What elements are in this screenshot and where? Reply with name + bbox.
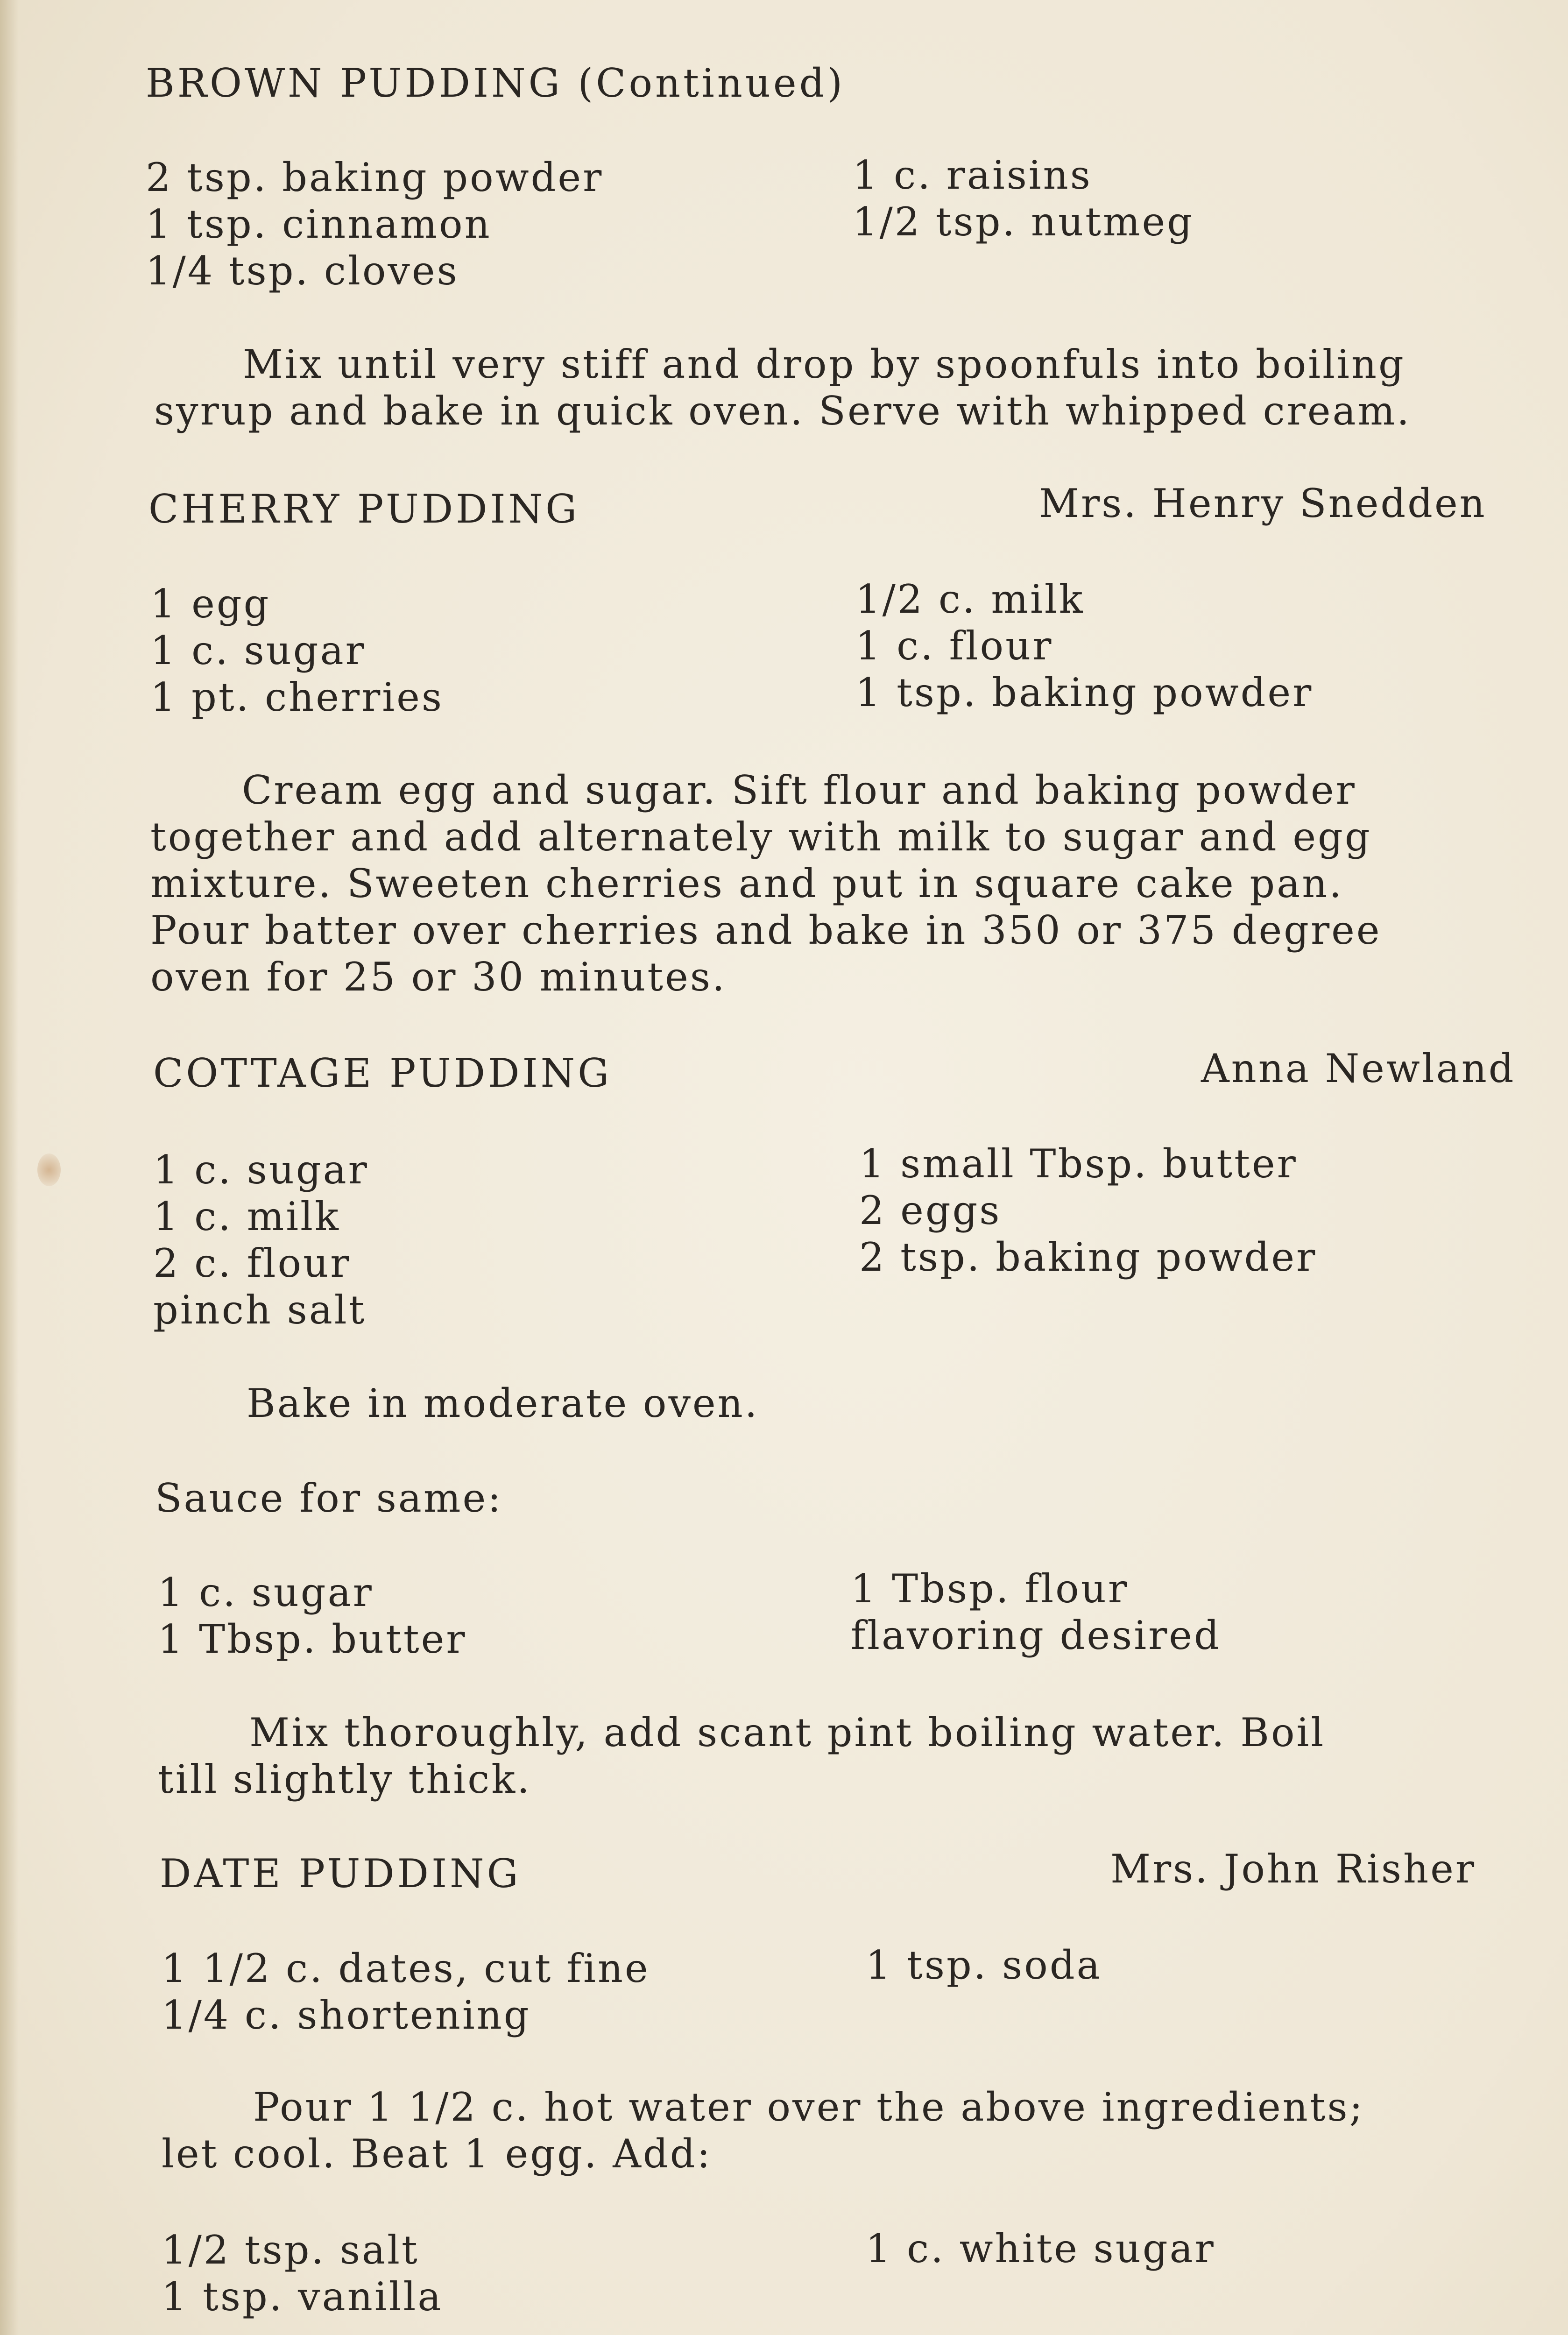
ingredients-right-cottage: 1 small Tbsp. butter 2 eggs 2 tsp. baking powder bbox=[859, 1141, 1317, 1280]
ingredients-right-cherry: 1/2 c. milk 1 c. flour 1 tsp. baking powder bbox=[855, 576, 1314, 715]
page-edge-shadow bbox=[0, 0, 19, 2335]
recipe-author-cottage: Anna Newland bbox=[1201, 1046, 1516, 1091]
sauce-ingredients-left: 1 c. sugar 1 Tbsp. butter bbox=[158, 1570, 467, 1662]
bake-instruction-cottage: Bake in moderate oven. bbox=[247, 1380, 759, 1426]
recipe-title-cherry-pudding: CHERRY PUDDING bbox=[148, 486, 580, 532]
recipe-title-date-pudding: DATE PUDDING bbox=[160, 1851, 521, 1896]
directions-cherry: Cream egg and sugar. Sift flour and baking powder together and add alternately with milk to sugar and egg mixture. Sweeten cherries and put in square cake pan. Pour batter over cherries and bake in 350 or 375 degree oven for 25 or 30 minutes. bbox=[150, 767, 1382, 1000]
sauce-ingredients-right: 1 Tbsp. flour flavoring desired bbox=[851, 1566, 1221, 1658]
directions-brown: Mix until very stiff and drop by spoonfuls into boiling syrup and bake in quick oven. Serve with whipped cream. bbox=[154, 341, 1411, 434]
ingredients-left-date-2: 1/2 tsp. salt 1 tsp. vanilla bbox=[162, 2227, 443, 2320]
ingredients-left-brown: 2 tsp. baking powder 1 tsp. cinnamon 1/4 tsp. cloves bbox=[146, 155, 604, 294]
ingredients-left-cherry: 1 egg 1 c. sugar 1 pt. cherries bbox=[150, 581, 444, 720]
directions-cottage-sauce: Mix thoroughly, add scant pint boiling water. Boil till slightly thick. bbox=[158, 1710, 1326, 1802]
recipe-title-cottage-pudding: COTTAGE PUDDING bbox=[153, 1050, 612, 1096]
ingredients-right-date-2: 1 c. white sugar bbox=[866, 2226, 1215, 2271]
recipe-title-brown-pudding: BROWN PUDDING (Continued) bbox=[146, 60, 846, 106]
recipe-author-date: Mrs. John Risher bbox=[1110, 1846, 1476, 1892]
sauce-label-cottage: Sauce for same: bbox=[155, 1475, 503, 1521]
directions-date: Pour 1 1/2 c. hot water over the above ingredients; let cool. Beat 1 egg. Add: bbox=[162, 2084, 1364, 2177]
ingredients-right-brown: 1 c. raisins 1/2 tsp. nutmeg bbox=[853, 152, 1194, 245]
ingredients-left-cottage: 1 c. sugar 1 c. milk 2 c. flour pinch salt bbox=[153, 1147, 369, 1333]
paper-stain bbox=[37, 1153, 61, 1186]
recipe-author-cherry: Mrs. Henry Snedden bbox=[1039, 481, 1487, 526]
ingredients-right-date: 1 tsp. soda bbox=[866, 1942, 1102, 1988]
ingredients-left-date: 1 1/2 c. dates, cut fine 1/4 c. shortening bbox=[162, 1946, 650, 2038]
